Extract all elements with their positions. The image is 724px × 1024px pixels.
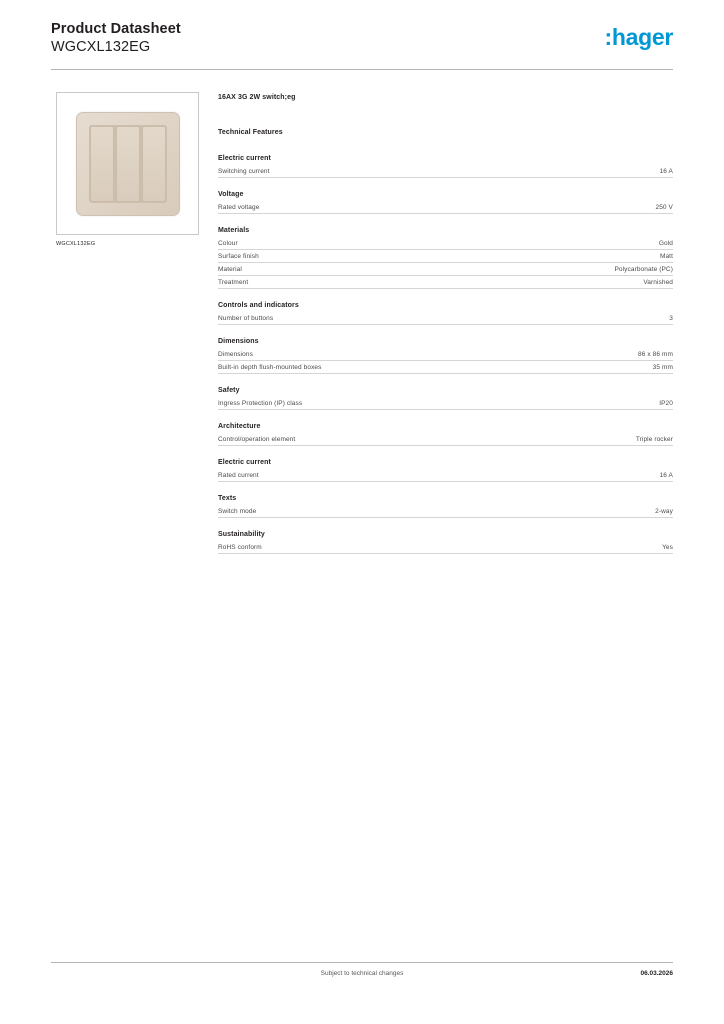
spec-group (218, 459, 673, 482)
spec-row-label: Treatment (218, 278, 249, 286)
spec-group (218, 423, 673, 446)
spec-row (218, 276, 673, 289)
technical-features-heading: Technical Features (218, 129, 283, 136)
rocker-2 (116, 126, 140, 202)
spec-group-heading: Texts (218, 495, 237, 502)
spec-row-value: Gold (658, 239, 673, 247)
spec-row-label: Rated current (218, 471, 259, 479)
spec-group-heading: Voltage (218, 191, 244, 198)
page-header (51, 20, 673, 56)
spec-group-heading: Architecture (218, 423, 261, 430)
spec-row (218, 250, 673, 263)
spec-row (218, 361, 673, 374)
page-title: Product Datasheet (51, 21, 181, 37)
product-reference: WGCXL132EG (51, 39, 151, 56)
product-image-frame (56, 92, 199, 235)
spec-group-heading: Controls and indicators (218, 302, 299, 309)
spec-row-label: Ingress Protection (IP) class (218, 399, 303, 407)
spec-row-value: 2-way (655, 507, 673, 515)
spec-row (218, 469, 673, 482)
spec-row (218, 165, 673, 178)
spec-row-label: Switching current (218, 167, 270, 175)
rocker-1 (90, 126, 114, 202)
spec-row-label: Rated voltage (218, 203, 260, 211)
spec-row-label: Colour (218, 239, 238, 247)
spec-group (218, 227, 673, 289)
spec-row-value: Varnished (643, 278, 673, 286)
spec-row-label: Dimensions (218, 350, 253, 358)
spec-group-heading: Safety (218, 387, 240, 394)
product-image-caption: WGCXL132EG (56, 241, 96, 247)
spec-row-label: Surface finish (218, 252, 259, 260)
spec-row-label: Built-in depth flush-mounted boxes (218, 363, 322, 371)
spec-row-value: Matt (659, 252, 673, 260)
spec-group (218, 495, 673, 518)
spec-group (218, 531, 673, 554)
spec-row-value: 250 V (655, 203, 673, 211)
hager-logo: :hager (604, 24, 673, 50)
spec-row (218, 541, 673, 554)
spec-row (218, 201, 673, 214)
spec-row (218, 433, 673, 446)
spec-group (218, 338, 673, 374)
spec-group (218, 302, 673, 325)
spec-row-label: Switch mode (218, 507, 257, 515)
spec-group-heading: Dimensions (218, 338, 259, 345)
footer-date: 06.03.2026 (640, 970, 673, 977)
header-titles (51, 20, 181, 56)
spec-group-heading: Sustainability (218, 531, 265, 538)
spec-group (218, 387, 673, 410)
spec-group-heading: Materials (218, 227, 250, 234)
spec-row-value: 3 (669, 314, 673, 322)
footer-divider (51, 962, 673, 963)
switch-rockers (89, 125, 167, 203)
spec-row-label: RoHS conform (218, 543, 262, 551)
triple-rocker-switch-icon (76, 112, 180, 216)
spec-row (218, 263, 673, 276)
spec-row-value: 16 A (659, 167, 673, 175)
spec-row-value: Triple rocker (635, 435, 673, 443)
spec-row (218, 348, 673, 361)
spec-group-heading: Electric current (218, 155, 271, 162)
header-divider (51, 69, 673, 70)
spec-row (218, 505, 673, 518)
rocker-3 (142, 126, 166, 202)
spec-row-value: 86 x 86 mm (638, 350, 673, 358)
specifications (218, 94, 673, 567)
spec-row (218, 237, 673, 250)
spec-row-value: IP20 (659, 399, 673, 407)
spec-row-value: Polycarbonate (PC) (614, 265, 673, 273)
spec-row-value: Yes (662, 543, 673, 551)
spec-row-label: Number of buttons (218, 314, 274, 322)
spec-row (218, 397, 673, 410)
spec-row-value: 16 A (659, 471, 673, 479)
spec-group (218, 155, 673, 178)
spec-group (218, 191, 673, 214)
footer-note: Subject to technical changes (320, 970, 404, 977)
spec-groups (218, 155, 673, 554)
spec-row-label: Material (218, 265, 242, 273)
spec-group-heading: Electric current (218, 459, 271, 466)
spec-row (218, 312, 673, 325)
product-name: 16AX 3G 2W switch;eg (218, 94, 296, 101)
spec-row-label: Control/operation element (218, 435, 296, 443)
product-image-block (56, 92, 201, 247)
spec-row-value: 35 mm (652, 363, 673, 371)
